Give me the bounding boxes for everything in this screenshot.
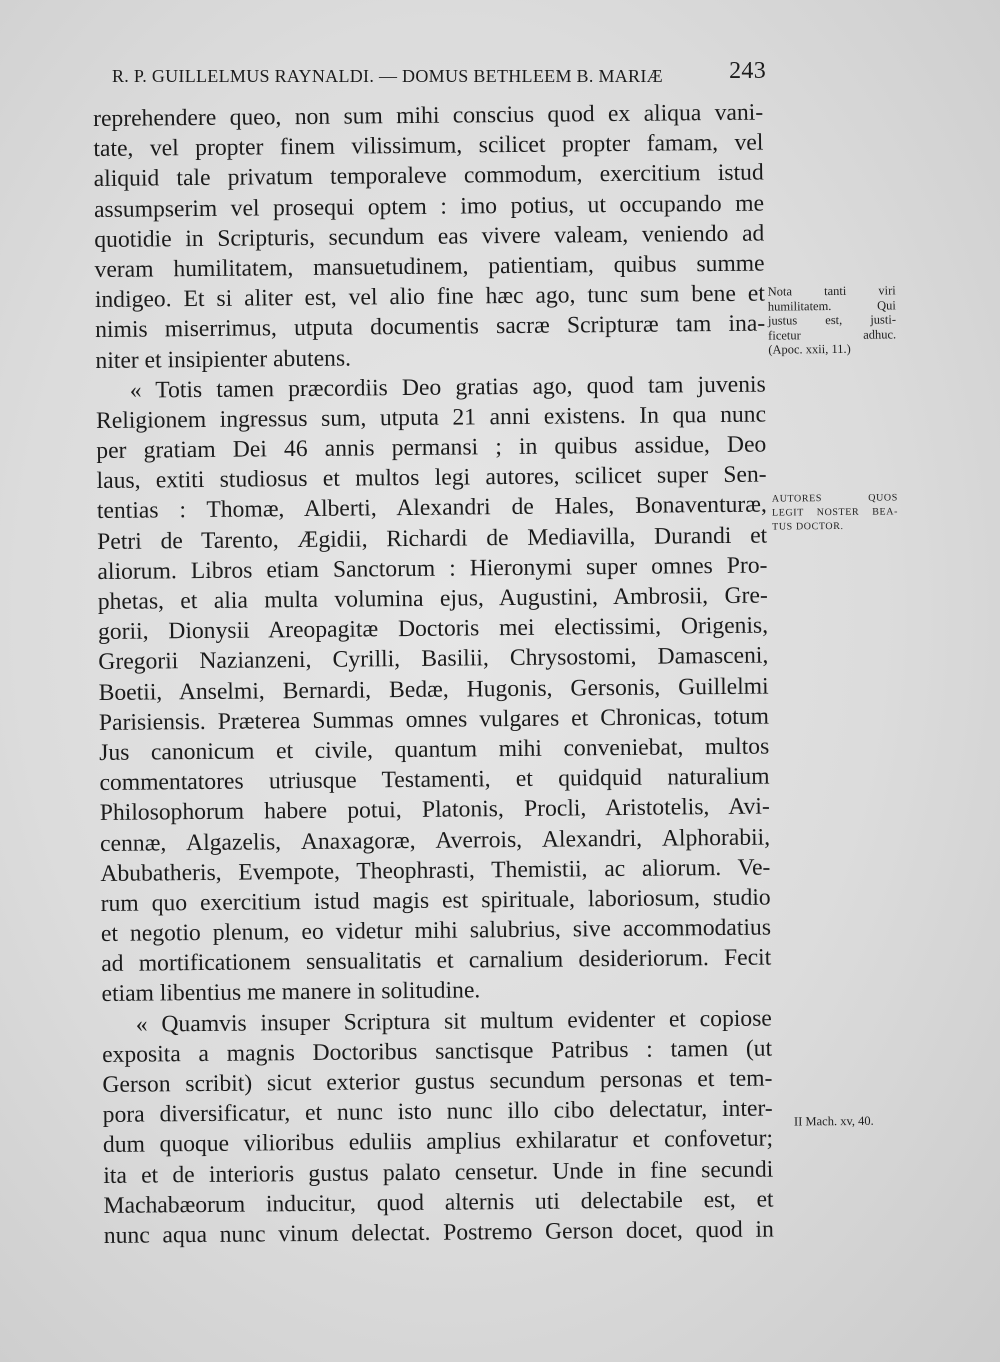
text-line: ad mortificationem sensualitatis et carnalium desideriorum. Fecit <box>101 944 772 978</box>
text-line: tentias : Thomæ, Alberti, Alexandri de Hales, Bonaventuræ, <box>96 491 768 525</box>
text-line: Abubatheris, Evempote, Theophrasti, Themistii, ac aliorum. Ve- <box>100 854 771 887</box>
margin-note-machabees <box>794 1113 904 1129</box>
margin-note-line: AUTORES QUOS <box>771 492 898 505</box>
margin-note-line: humilitatem. Qui <box>767 297 896 314</box>
text-line: Religionem ingressus sum, utputa 21 anni existens. In qua nunc <box>95 401 767 434</box>
text-line: et negotio plenum, eo videtur mihi salubrius, sive accommodatius <box>100 914 772 948</box>
text-line: Parisiensis. Præterea Summas omnes vulgares et Chronicas, totum <box>98 703 770 736</box>
text-line: assumpserim vel prosequi optem : imo potius, ut occupando me <box>93 190 765 223</box>
text-line: Philosophorum habere potui, Platonis, Procli, Aristotelis, Avi- <box>99 793 770 827</box>
text-line: aliquid tale privatum temporaleve commodum, exercitium istud <box>93 159 764 193</box>
margin-note-line: TUS DOCTOR. <box>772 520 844 533</box>
text-line: cennæ, Algazelis, Anaxagoræ, Averrois, Alexandri, Alphorabii, <box>99 824 771 857</box>
margin-note-line: (Apoc. xxii, 11.) <box>768 341 851 357</box>
text-line: pora diversificatur, et nunc isto nunc illo cibo delectatur, inter- <box>102 1095 773 1129</box>
text-line: nunc aqua nunc vinum delectat. Postremo Gerson docet, quod in <box>103 1216 774 1249</box>
text-line: per gratiam Dei 46 annis permansi ; in quibus assidue, Deo <box>96 431 767 465</box>
margin-note-line: justus est, justi- <box>767 312 897 328</box>
text-line: Jus canonicum et civile, quantum mihi conveniebat, multos <box>99 733 770 766</box>
text-line: gorii, Dionysii Areopagitæ Doctoris mei electissimi, Origenis, <box>97 612 769 646</box>
running-head <box>112 58 772 92</box>
margin-note-line: LEGIT NOSTER BEA- <box>771 506 899 519</box>
body-text <box>93 98 774 1252</box>
text-line: aliorum. Libros etiam Sanctorum : Hieronymi super omnes Pro- <box>97 552 768 585</box>
text-line: niter et insipienter abutens. <box>95 345 352 374</box>
text-line: ita et de interioris gustus palato censetur. Unde in fine secundi <box>103 1156 774 1189</box>
text-line: phetas, et alia multa volumina ejus, Augustini, Ambrosii, Gre- <box>97 582 768 615</box>
text-line: indigeo. Et si aliter est, vel alio fine hæc ago, tunc sum bene et <box>94 280 765 314</box>
text-line: reprehendere queo, non sum mihi conscius quod ex aliqua vani- <box>93 99 764 132</box>
text-line: commentatores utriusque Testamenti, et quidquid naturalium <box>99 763 770 797</box>
text-line: Petri de Tarento, Ægidii, Richardi de Mediavilla, Durandi et <box>97 522 768 555</box>
margin-note-line: II Mach. xv, 40. <box>793 1113 874 1129</box>
text-line: nimis miserrimus, utputa documentis sacræ Scripturæ tam ina- <box>95 310 766 344</box>
running-head-title: R. P. GUILLELMUS RAYNALDI. — DOMUS BETHLEEM B. MARIÆ <box>112 66 663 86</box>
text-line: Machabæorum inducitur, quod alternis uti delectabile est, et <box>103 1186 774 1219</box>
text-line: rum quo exercitium istud magis est spirituale, laboriosum, studio <box>100 884 771 917</box>
text-line: dum quoque vilioribus eduliis amplius exhilaratur et confovetur; <box>102 1125 774 1159</box>
text-line: tate, vel propter finem vilissimum, scilicet propter famam, vel <box>93 129 764 163</box>
page-number: 243 <box>729 58 766 84</box>
margin-note-line: ficetur adhuc. <box>768 326 897 343</box>
text-line: Gerson scribit) sicut exterior gustus secundum personas et tem- <box>102 1065 773 1098</box>
text-line: Boetii, Anselmi, Bernardi, Bedæ, Hugonis, Gersonis, Guillelmi <box>98 673 769 706</box>
text-line: « Quamvis insuper Scriptura sit multum evidenter et copiose <box>135 1005 772 1038</box>
text-line: exposita a magnis Doctoribus sanctisque Patribus : tamen (ut <box>102 1035 773 1068</box>
margin-note-humility <box>768 283 897 357</box>
text-line: etiam libentius me manere in solitudine. <box>101 977 481 1008</box>
text-line: Gregorii Nazianzeni, Cyrilli, Basilii, Chrysostomi, Damasceni, <box>98 642 769 676</box>
text-line: quotidie in Scripturis, secundum eas vivere valeam, veniendo ad <box>94 220 765 253</box>
text-line: veram humilitatem, mansuetudinem, patientiam, quibus summe <box>94 250 765 283</box>
margin-note-line: Nota tanti viri <box>767 283 896 299</box>
text-line: laus, extiti studiosus et multos legi autores, scilicet super Sen- <box>96 461 767 495</box>
text-line: « Totis tamen præcordiis Deo gratias ago, quod tam juvenis <box>129 371 766 404</box>
margin-note-authors <box>772 491 898 534</box>
